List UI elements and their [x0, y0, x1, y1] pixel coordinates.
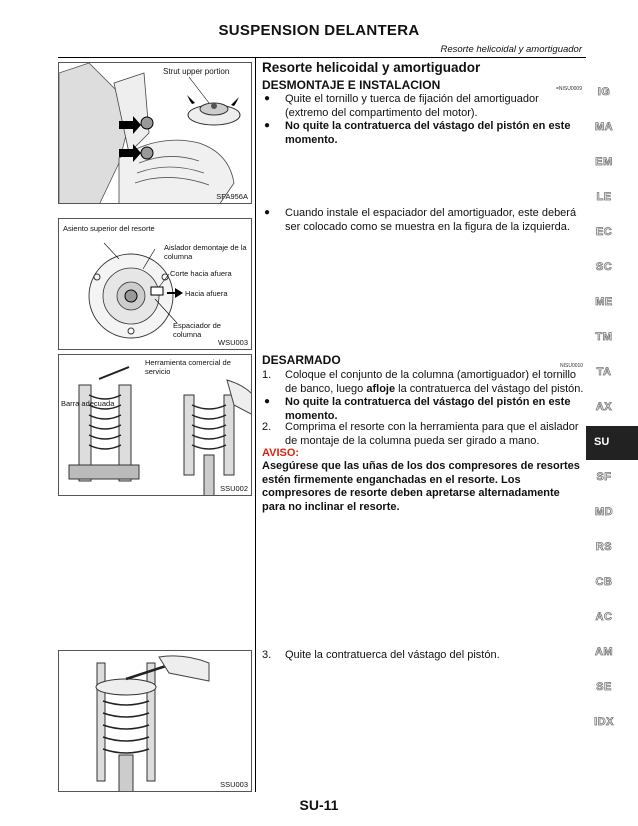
side-tab-sf[interactable]: SF — [596, 471, 612, 483]
bullet-dot: ● — [264, 93, 271, 104]
removal-bullet-1: Quite el tornillo y tuerca de fijación del amortiguador (extremo del compartimento del motor). — [285, 93, 539, 119]
step-2-number: 2. — [262, 421, 272, 433]
figure-spring-compressor — [58, 354, 252, 496]
caution-label: AVISO: — [262, 447, 300, 459]
page-subtitle: Resorte helicoidal y amortiguador — [440, 44, 582, 55]
side-tab-ac[interactable]: AC — [595, 611, 613, 623]
side-tab-idx[interactable]: IDX — [594, 716, 614, 728]
step-3-number: 3. — [262, 649, 272, 661]
side-tab-rs[interactable]: RS — [595, 541, 613, 553]
side-tab-le[interactable]: LE — [596, 191, 612, 203]
side-tab-se[interactable]: SE — [596, 681, 612, 693]
bullet-dot: ● — [264, 207, 271, 218]
side-tab-cb[interactable]: CB — [595, 576, 613, 588]
side-tab-me[interactable]: ME — [595, 296, 613, 308]
side-tab-am[interactable]: AM — [594, 646, 614, 658]
section-title: Resorte helicoidal y amortiguador — [262, 60, 481, 75]
fig3-label-tool: Herramienta comercial de servicio — [145, 358, 231, 376]
step-3-text: Quite la contratuerca del vástago del pistón. — [285, 649, 500, 661]
side-tab-tm[interactable]: TM — [595, 331, 613, 343]
step-1-text: Coloque el conjunto de la columna (amortiguador) el tornillo de banco, luego afloje la contratuerca del vástago del pistón. — [285, 369, 584, 395]
disassembly-code: NISU0010 — [560, 363, 584, 369]
strut-upper-illustration — [59, 63, 252, 204]
side-tab-su-active[interactable]: SU — [586, 426, 638, 460]
fig3-code: SSU002 — [220, 484, 248, 493]
page-title: SUSPENSION DELANTERA — [218, 22, 420, 39]
disassembly-title: DESARMADO — [262, 353, 341, 367]
side-tab-ma[interactable]: MA — [594, 121, 614, 133]
side-tab-ig[interactable]: IG — [597, 86, 611, 98]
page-number: SU-11 — [299, 797, 339, 813]
figure-strut-upper — [58, 62, 252, 204]
fig2-code: WSU003 — [217, 338, 248, 347]
side-tab-sc[interactable]: SC — [595, 261, 613, 273]
caution-text: Asegúrese que las uñas de los dos compresores de resortes estén firmemente enganchadas en el resorte. Los compresores de resorte deben apretarse alternadamente para no inclinar el resorte. — [262, 460, 580, 513]
locknut-removal-illustration — [59, 651, 252, 792]
column-divider — [255, 57, 256, 792]
side-tab-ax[interactable]: AX — [595, 401, 613, 413]
removal-code: =NISU0009 — [556, 86, 582, 92]
fig2-label-out: Hacia afuera — [185, 289, 228, 298]
fig2-label-spacer: Espaciador de columna — [173, 321, 221, 339]
side-tab-ec[interactable]: EC — [595, 226, 613, 238]
disassembly-bullet: No quite la contratuerca del vástago del pistón en este momento. — [285, 396, 571, 422]
figure-locknut-removal — [58, 650, 252, 792]
spring-compressor-illustration — [59, 355, 252, 496]
removal-bullet-3: Cuando instale el espaciador del amortiguador, este deberá ser colocado como se muestra en la figura de la izquierda. — [285, 207, 577, 233]
step-2-text: Comprima el resorte con la herramienta para que el aislador de montaje de la columna pueda ser girado a mano. — [285, 421, 579, 447]
figure-spacer-position — [58, 218, 252, 350]
side-tab-ta[interactable]: TA — [596, 366, 612, 378]
fig1-label: Strut upper portion — [163, 67, 230, 76]
bullet-dot: ● — [264, 120, 271, 131]
fig2-label-seat: Asiento superior del resorte — [63, 224, 155, 233]
fig2-label-cut: Corte hacia afuera — [170, 269, 232, 278]
header-divider — [58, 57, 586, 58]
step-1-number: 1. — [262, 369, 272, 381]
fig1-code: SFA956A — [216, 192, 248, 201]
bullet-dot: ● — [264, 396, 271, 407]
side-tab-em[interactable]: EM — [595, 156, 613, 168]
removal-title: DESMONTAJE E INSTALACION — [262, 78, 441, 92]
side-tab-md[interactable]: MD — [594, 506, 614, 518]
removal-bullet-2: No quite la contratuerca del vástago del pistón en este momento. — [285, 120, 571, 146]
fig3-label-bar: Barra adecuada — [61, 399, 115, 408]
fig4-code: SSU003 — [220, 780, 248, 789]
fig2-label-insulator: Aislador demontaje de la columna — [164, 243, 247, 261]
